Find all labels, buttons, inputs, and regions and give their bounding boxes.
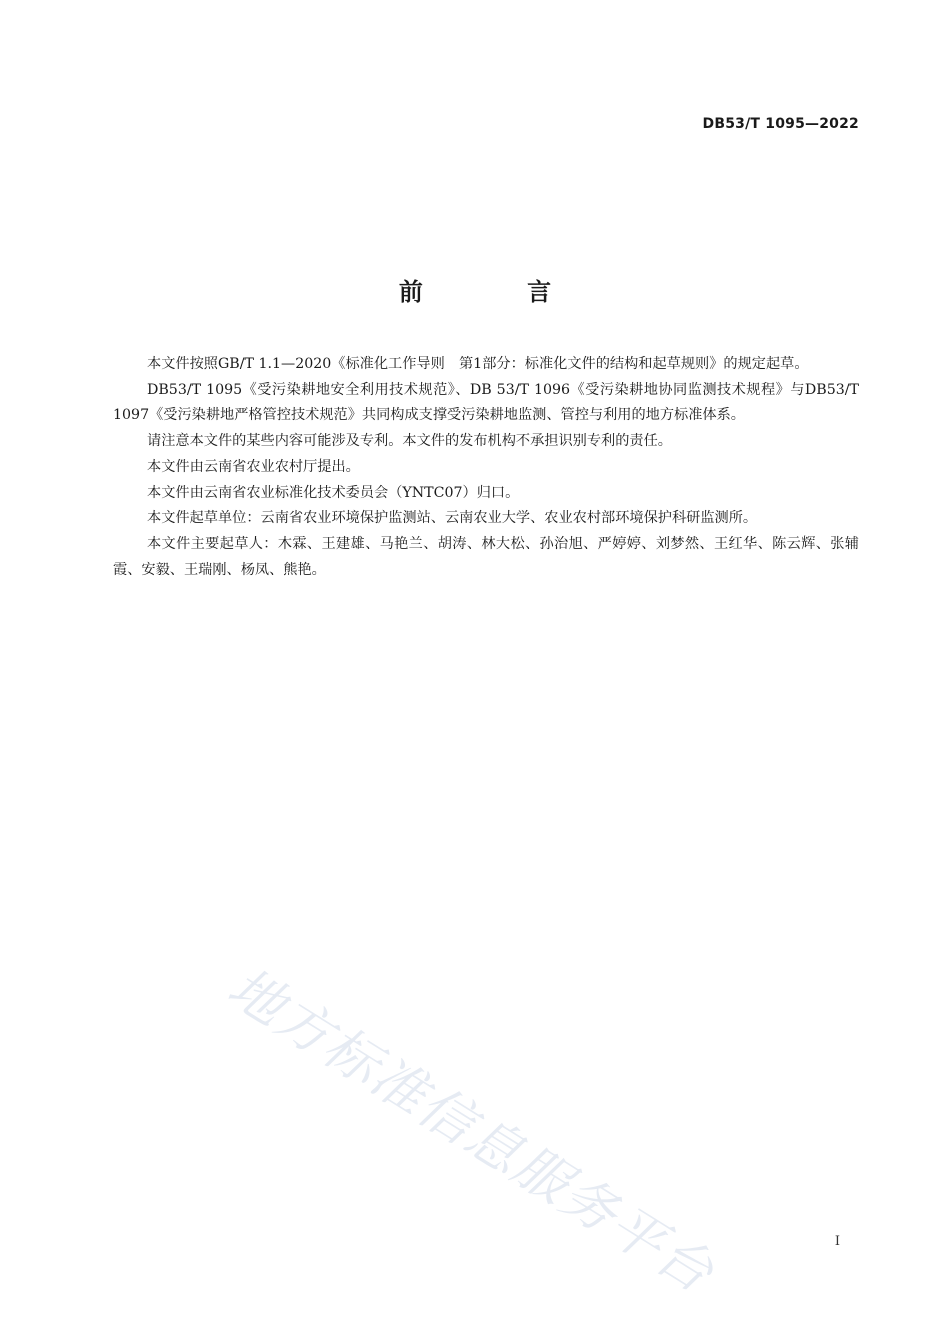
paragraph-drafters: 本文件主要起草人：木霖、王建雄、马艳兰、胡涛、林大松、孙治旭、严婷婷、刘梦然、王红华、陈云辉、张辅霞、安毅、王瑞刚、杨凤、熊艳。 [113, 535, 859, 578]
paragraph-patent-notice: 请注意本文件的某些内容可能涉及专利。本文件的发布机构不承担识别专利的责任。 [147, 433, 672, 450]
foreword-body [113, 352, 859, 583]
watermark: 地方标准信息服务平台 [217, 955, 726, 1306]
page-number: I [834, 1234, 840, 1249]
paragraph-drafting-basis: 本文件按照GB/T 1.1—2020《标准化工作导则 第1部分：标准化文件的结构和起草规则》的规定起草。 [147, 356, 809, 372]
paragraph-standard-system: DB53/T 1095《受污染耕地安全利用技术规范》、DB 53/T 1096《受污染耕地协同监测技术规程》与DB53/T 1097《受污染耕地严格管控技术规范》共同构成支撑受污染耕地监测、管控与利用的地方标准体系。 [113, 381, 859, 424]
paragraph-committee: 本文件由云南省农业标准化技术委员会（YNTC07）归口。 [147, 484, 520, 501]
paragraph-drafting-units: 本文件起草单位：云南省农业环境保护监测站、云南农业大学、农业农村部环境保护科研监测所。 [147, 510, 758, 527]
paragraph-proposer: 本文件由云南省农业农村厅提出。 [147, 458, 360, 475]
standard-code: DB53/T 1095—2022 [702, 116, 859, 132]
page-title: 前 言 [398, 278, 600, 306]
